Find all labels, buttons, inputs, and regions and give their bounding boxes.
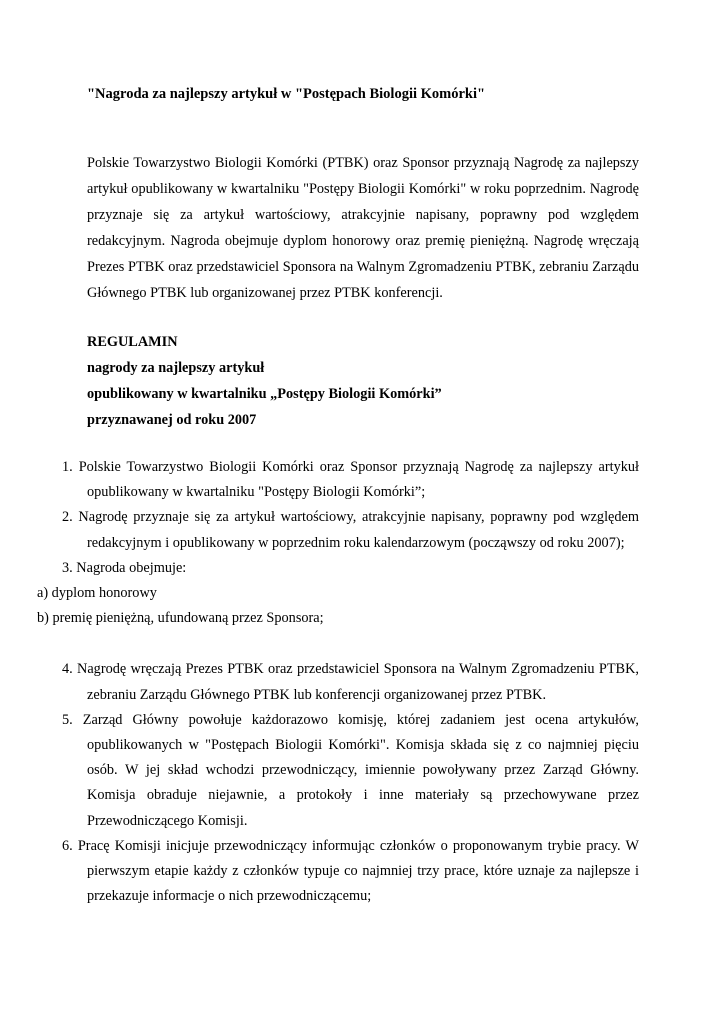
intro-paragraph: Polskie Towarzystwo Biologii Komórki (PTBK) oraz Sponsor przyznają Nagrodę za najlepszy artykuł opublikowany w kwartalniku "Postępy Biologii Komórki" w roku poprzednim. Nagrodę przyznaje się za artykuł wartościowy, atrakcyjnie napisany, poprawny pod względem redakcyjnym. Nagroda obejmuje dyplom honorowy oraz premię pieniężną. Nagrodę wręczają Prezes PTBK oraz przedstawiciel Sponsora na Walnym Zgromadzeniu PTBK, zebraniu Zarządu Głównego PTBK lub organizowanej przez PTBK konferencji. <box>87 155 639 301</box>
regulations-heading-line4: przyznawanej od roku 2007 <box>87 412 257 428</box>
document-title: "Nagroda za najlepszy artykuł w "Postępach Biologii Komórki" <box>87 86 486 102</box>
list-subitem-b: b) premię pieniężną, ufundowaną przez Sponsora; <box>37 610 324 627</box>
list-item-4: 4. Nagrodę wręczają Prezes PTBK oraz przedstawiciel Sponsora na Walnym Zgromadzeniu PTBK, zebraniu Zarządu Głównego PTBK lub konferencji organizowanej przez PTBK. <box>62 661 639 703</box>
regulations-heading-line2: nagrody za najlepszy artykuł <box>87 360 265 376</box>
regulations-heading-line1: REGULAMIN <box>87 334 178 350</box>
list-item-1: 1. Polskie Towarzystwo Biologii Komórki oraz Sponsor przyznają Nagrodę za najlepszy artykuł opublikowany w kwartalniku "Postępy Biologii Komórki”; <box>62 459 639 501</box>
regulations-heading-line3: opublikowany w kwartalniku „Postępy Biologii Komórki” <box>87 386 442 402</box>
list-item-2: 2. Nagrodę przyznaje się za artykuł wartościowy, atrakcyjnie napisany, poprawny pod względem redakcyjnym i opublikowany w poprzednim roku kalendarzowym (począwszy od roku 2007); <box>62 509 639 551</box>
regulations-list <box>37 455 639 909</box>
regulations-heading <box>87 329 442 433</box>
list-item-5: 5. Zarząd Główny powołuje każdorazowo komisję, której zadaniem jest ocena artykułów, opublikowanych w "Postępach Biologii Komórki". Komisja składa się z co najmniej pięciu osób. W jej skład wchodzi przewodniczący, imiennie powoływany przez Zarząd Główny. Komisja obraduje niejawnie, a protokoły i inne materiały są przechowywane przez Przewodniczącego Komisji. <box>62 711 639 829</box>
list-subitem-a: a) dyplom honorowy <box>37 585 157 602</box>
list-item-6: 6. Pracę Komisji inicjuje przewodniczący informując członków o proponowanym trybie pracy. W pierwszym etapie każdy z członków typuje co najmniej trzy prace, które uznaje za najlepsze i przekazuje informacje o nich przewodniczącemu; <box>62 837 639 905</box>
list-spacer <box>62 631 639 657</box>
list-item-3: 3. Nagroda obejmuje: <box>62 559 187 576</box>
